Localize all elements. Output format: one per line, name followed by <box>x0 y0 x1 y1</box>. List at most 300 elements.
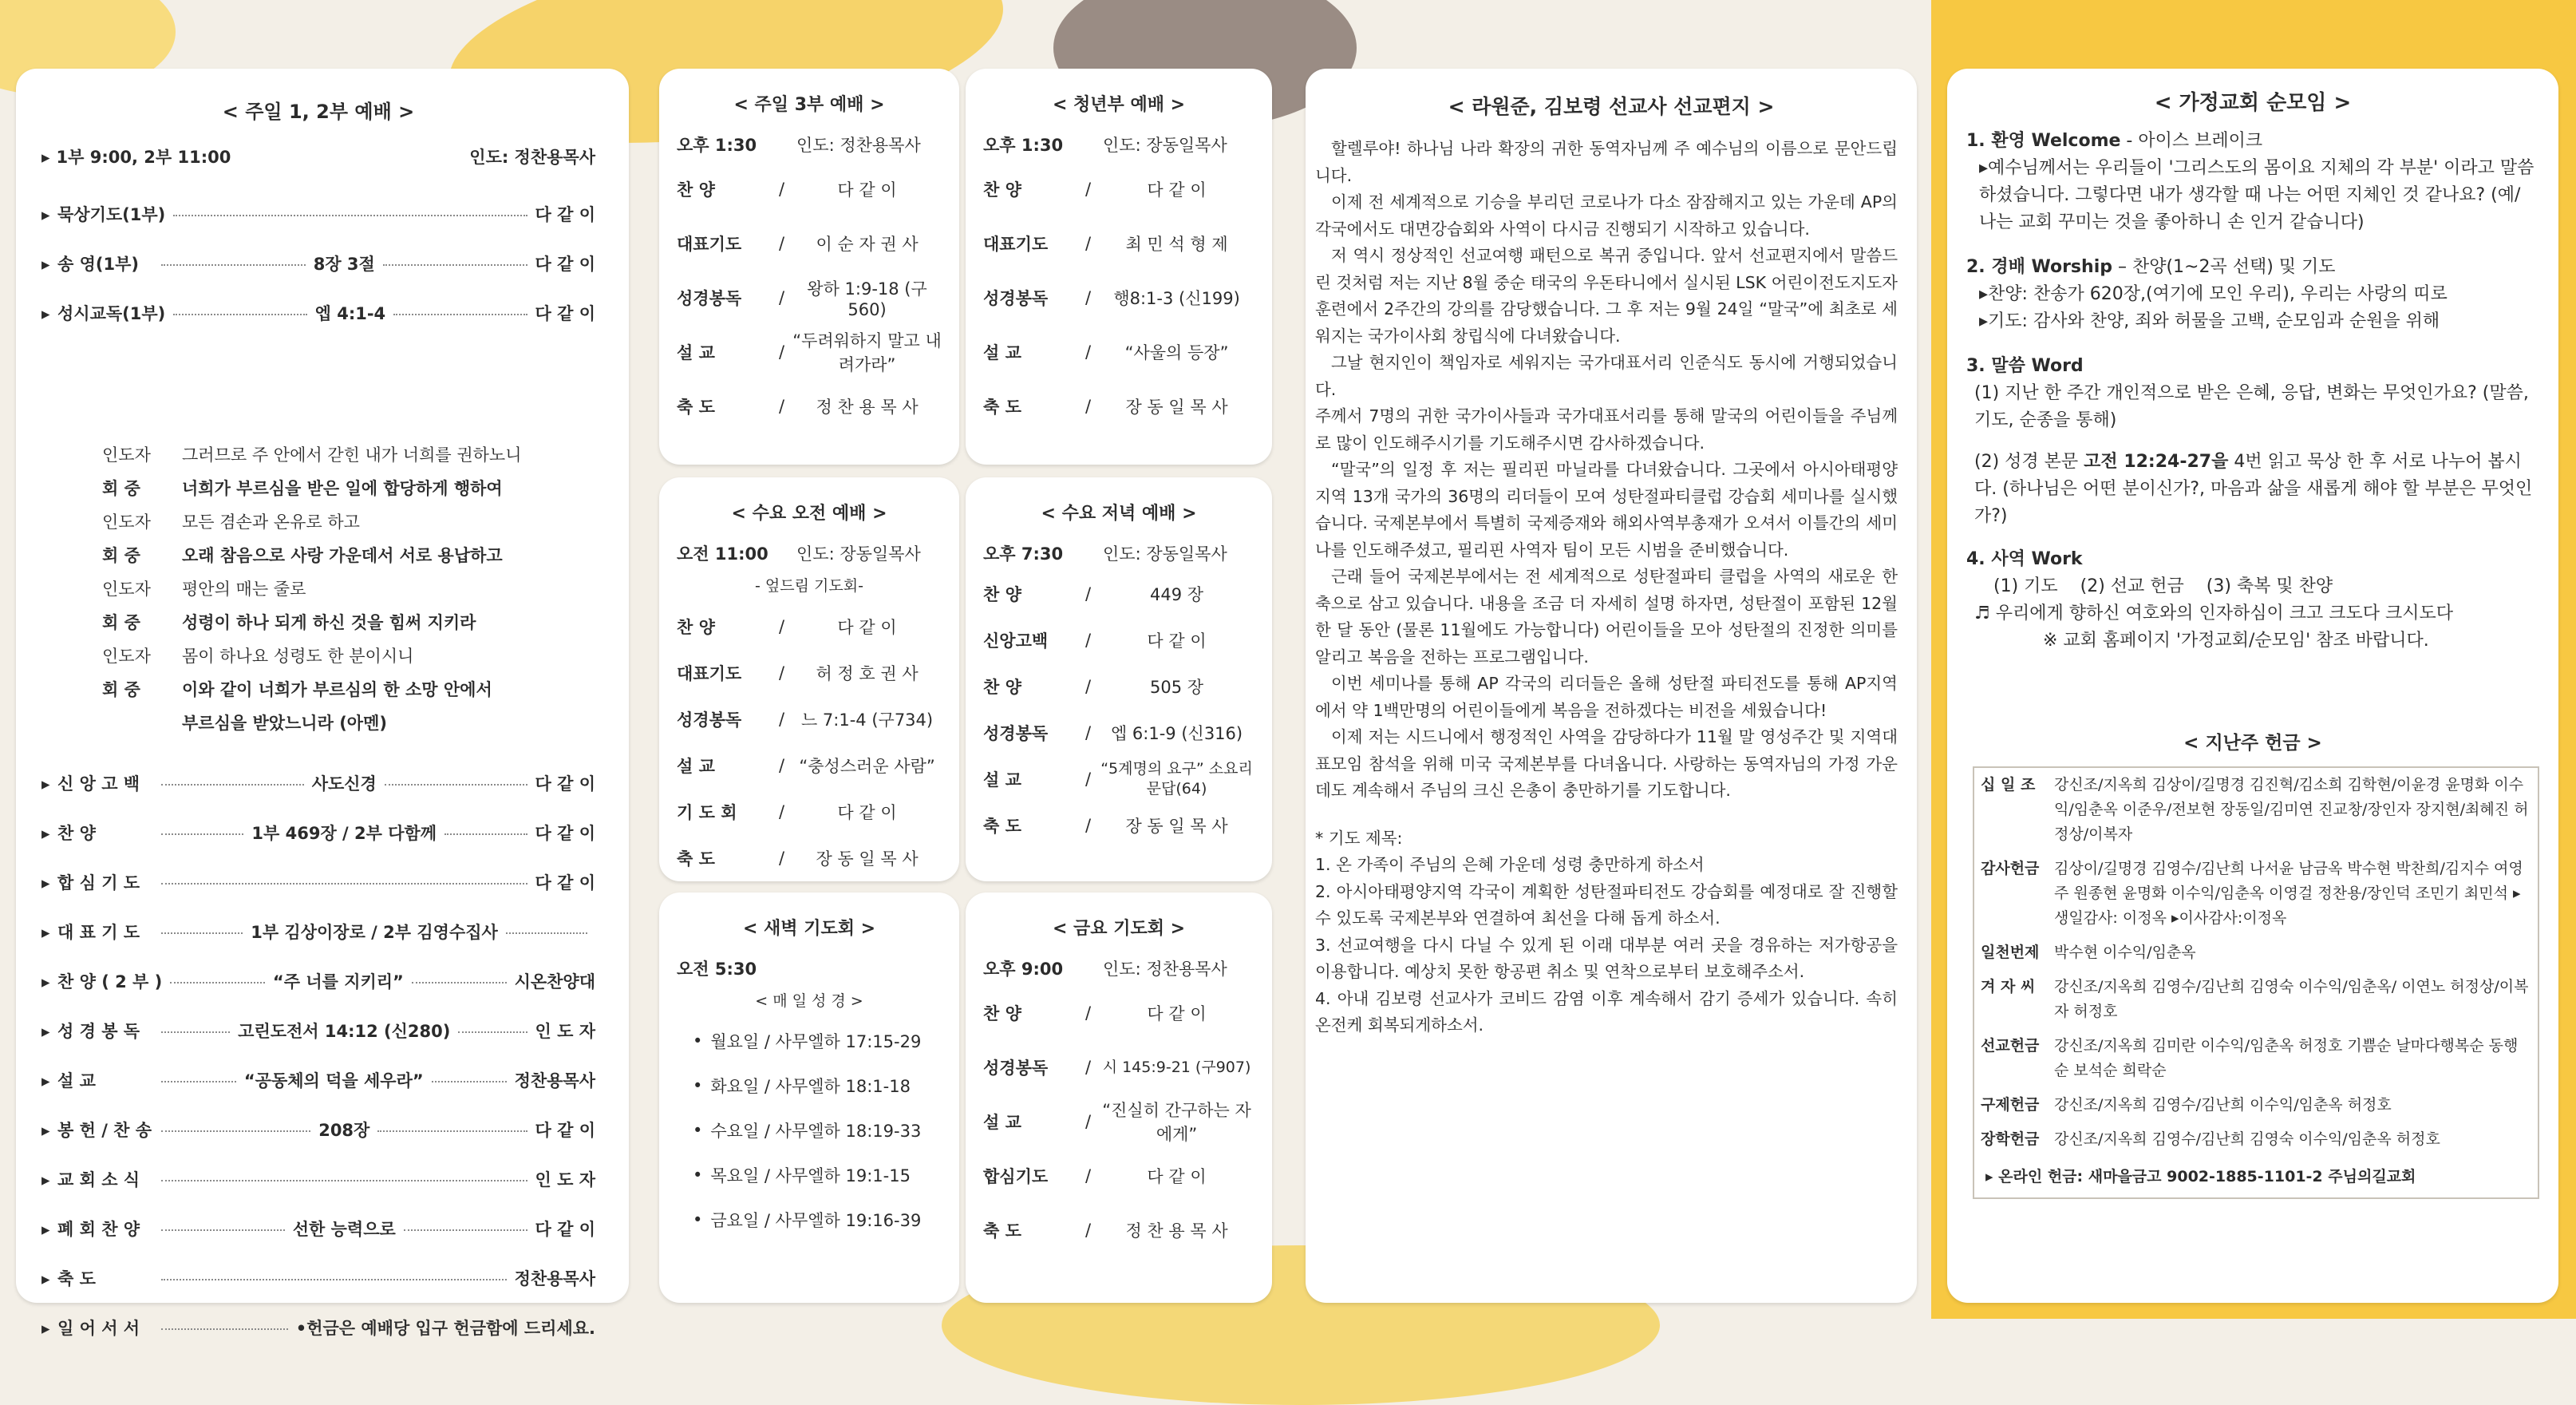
service-row <box>677 162 942 216</box>
reading-role <box>102 710 182 744</box>
section-sub: - 아이스 브레이크 <box>2120 131 2263 151</box>
offering-row <box>1974 1029 2538 1088</box>
section-heading: 1. 환영 Welcome <box>1966 131 2121 151</box>
order-person: 정찬용목사 <box>514 1071 595 1090</box>
row-value: 느 7:1-4 (구734) <box>800 710 934 730</box>
row-label: 축 도 <box>983 817 1021 836</box>
order-person: 다 같 이 <box>535 1220 596 1239</box>
row-label: 찬 양 <box>983 678 1021 697</box>
separator: / <box>1085 816 1092 835</box>
row-label: 찬 양 <box>983 180 1021 200</box>
bullet: ▸ <box>41 1220 50 1239</box>
order-item: 선한 능력으로 <box>292 1220 396 1239</box>
order-item: “주 너를 지키리” <box>272 972 404 991</box>
section-text <box>1966 449 2542 530</box>
offering-names: 강신조/지옥희 김영수/김난희 김영숙 이수익/임춘옥 허정호 <box>2054 1130 2440 1148</box>
offering-type: 선교헌금 <box>1981 1037 2040 1055</box>
section-text: ▸찬양: 찬송가 620장,(여기에 모인 우리), 우리는 사랑의 띠로 <box>1979 284 2448 304</box>
reading-item <box>677 1153 942 1197</box>
order-label: 성시교독(1부) <box>57 304 166 323</box>
letter-paragraph: 주께서 7명의 귀한 국가이사들과 국가대표서리를 통해 말국의 어린이들을 주님께로 많이 인도해주시기를 기도해주시면 감사하겠습니다. <box>1315 406 1898 453</box>
service-row <box>983 1203 1254 1257</box>
order-row <box>41 202 595 251</box>
row-value: 다 같 이 <box>837 803 897 822</box>
separator: / <box>1085 770 1092 789</box>
reading-role: 회 중 <box>102 546 140 565</box>
order-item: 208장 <box>318 1121 370 1140</box>
service-row <box>677 325 942 379</box>
row-value: 행8:1-3 (신199) <box>1113 289 1240 308</box>
offering-type: 장학헌금 <box>1981 1130 2040 1148</box>
section-heading: 4. 사역 Work <box>1966 549 2083 569</box>
order-person: 인 도 자 <box>535 1022 596 1041</box>
time: 오후 7:30 <box>983 544 1064 564</box>
order-item: 사도신경 <box>311 774 377 794</box>
order-person: 다 같 이 <box>535 1121 596 1140</box>
reading-line <box>102 643 613 677</box>
row-label: 합심기도 <box>983 1167 1049 1186</box>
service-row <box>677 216 942 271</box>
order-row <box>41 771 595 821</box>
separator: / <box>779 710 785 729</box>
card-title: < 수요 저녁 예배 > <box>1041 504 1197 524</box>
note: - 엎드림 기도회- <box>755 577 863 595</box>
reading-text: 몸이 하나요 성령도 한 분이시니 <box>182 647 414 666</box>
row-label: 축 도 <box>677 398 715 417</box>
dot-leader <box>161 1279 507 1280</box>
reading-line <box>102 442 613 476</box>
time: 오전 11:00 <box>677 544 768 564</box>
house-church-body <box>1966 128 2542 655</box>
row-label: 신앙고백 <box>983 631 1049 651</box>
order-label: 찬 양 ( 2 부 ) <box>57 972 163 991</box>
separator: / <box>1085 677 1092 696</box>
service-row <box>677 789 942 835</box>
section-sub: – 찬양(1~2곡 선택) 및 기도 <box>2112 257 2336 277</box>
row-value: “진실히 간구하는 자에게” <box>1102 1101 1251 1144</box>
reading-text: 성령이 하나 되게 하신 것을 힘써 지키라 <box>182 613 476 632</box>
offering-title: < 지난주 헌금 > <box>2183 733 2322 754</box>
separator: / <box>779 234 785 253</box>
row-label: 성경봉독 <box>983 724 1049 743</box>
row-label: 축 도 <box>983 1221 1021 1241</box>
service-row <box>677 604 942 650</box>
order-row <box>41 821 595 870</box>
time: 오전 5:30 <box>677 960 757 979</box>
reading-role: 인도자 <box>102 580 151 599</box>
service-row <box>983 325 1254 379</box>
offering-row <box>1974 852 2538 936</box>
order-item: “공동체의 덕을 세우라” <box>243 1071 424 1090</box>
dot-leader <box>161 1031 230 1033</box>
separator: / <box>779 397 785 416</box>
reading-line <box>102 476 613 509</box>
letter-body <box>1315 136 1898 1039</box>
separator: / <box>1085 1112 1092 1131</box>
service-row <box>983 1149 1254 1203</box>
separator: / <box>1085 234 1092 253</box>
reading-text: 부르심을 받았느니라 (아멘) <box>182 714 387 733</box>
order-row <box>41 1118 595 1167</box>
time-row <box>677 127 942 162</box>
row-value: 이 순 자 권 사 <box>816 235 919 254</box>
bullet: ▸ <box>41 873 50 892</box>
time: 오후 9:00 <box>983 960 1064 979</box>
reading-text: 수요일 / 사무엘하 18:19-33 <box>710 1122 922 1141</box>
dawn-prayer-card <box>659 892 959 1303</box>
time-row <box>677 536 942 571</box>
service-row <box>983 617 1254 663</box>
row-value: 정 찬 용 목 사 <box>816 398 919 417</box>
reading-text: 이와 같이 너희가 부르심의 한 소망 안에서 <box>182 680 492 699</box>
offering-row <box>1974 1088 2538 1122</box>
order-label: 설 교 <box>57 1071 96 1090</box>
bullet: ▸ <box>41 1121 50 1140</box>
card-title: < 주일 1, 2부 예배 > <box>222 101 415 123</box>
row-label: 성경봉독 <box>677 710 742 730</box>
service-row <box>983 1040 1254 1094</box>
order-row <box>41 1266 595 1316</box>
dot-leader <box>404 1229 527 1231</box>
scripture-ref: 고전 12:24-27을 <box>2084 452 2229 472</box>
dot-leader <box>161 1180 527 1181</box>
row-value: 엡 6:1-9 (신316) <box>1110 724 1243 743</box>
dot-leader <box>161 1328 288 1330</box>
offering-type: 일천번제 <box>1981 944 2040 961</box>
separator: / <box>1085 397 1092 416</box>
order-person: 인 도 자 <box>535 1170 595 1189</box>
section-text: (1) 기도 (2) 선교 헌금 (3) 축복 및 찬양 <box>1993 576 2333 596</box>
order-row <box>41 251 595 301</box>
order-row <box>41 870 595 920</box>
letter-paragraph: 이제 저는 시드니에서 행정적인 사역을 감당하다가 11월 말 영성주간 및 지역대표모임 참석을 위해 미국 국제본부를 다녀옵니다. 사랑하는 동역자님의 가정 가운데도 계속해서 주님의 크신 은총이 충만하기를 기도합니다. <box>1315 727 1898 800</box>
order-item: 엡 4:1-4 <box>314 304 386 323</box>
row-label: 찬 양 <box>983 585 1021 604</box>
wed-evening-service-card <box>966 477 1272 881</box>
row-label: 성경봉독 <box>677 289 742 308</box>
leader: 인도: 장동일목사 <box>1103 544 1227 564</box>
service-row <box>983 802 1254 849</box>
order-row <box>41 1316 595 1365</box>
bullet: • <box>693 1210 703 1229</box>
order-person: 시온찬양대 <box>514 972 595 991</box>
order-person: 다 같 이 <box>535 774 596 794</box>
separator: / <box>1085 1166 1092 1185</box>
reading-text: 그러므로 주 안에서 갇힌 내가 너희를 권하노니 <box>182 445 522 465</box>
reading-line <box>102 677 613 710</box>
leader: 인도: 장동일목사 <box>1103 136 1227 155</box>
offering-type: 겨 자 씨 <box>1981 978 2036 995</box>
order-person: 다 같 이 <box>535 304 595 323</box>
youth-service-card <box>966 69 1272 465</box>
order-row <box>41 1167 595 1217</box>
row-label: 성경봉독 <box>983 1059 1049 1078</box>
row-label: 찬 양 <box>677 618 715 637</box>
sunday-3rd-service-card <box>659 69 959 465</box>
reading-role: 인도자 <box>102 647 151 666</box>
dot-leader <box>161 1130 310 1132</box>
order-person: 다 같 이 <box>535 873 595 892</box>
dot-leader <box>173 215 527 216</box>
dot-leader <box>161 932 243 934</box>
order-row <box>41 1068 595 1118</box>
reading-text: 너희가 부르심을 받은 일에 합당하게 행하여 <box>182 479 503 498</box>
row-value: 왕하 1:9-18 (구560) <box>807 279 927 319</box>
row-label: 설 교 <box>677 343 715 362</box>
row-value: 시 145:9-21 (구907) <box>1102 1058 1251 1076</box>
service-row <box>677 271 942 325</box>
row-value: 다 같 이 <box>1147 180 1207 200</box>
dot-leader <box>161 883 527 885</box>
row-label: 대표기도 <box>677 235 742 254</box>
order-row <box>41 1019 595 1068</box>
row-value: 최 민 석 형 제 <box>1125 235 1228 254</box>
row-label: 설 교 <box>983 1113 1021 1132</box>
sunday-service-card <box>16 69 629 1338</box>
offering-names: 강신조/지옥희 김미란 이수익/임춘옥 허정호 기쁨순 날마다행복순 동행순 보석순 희락순 <box>2054 1037 2519 1079</box>
reading-item <box>677 1019 942 1063</box>
separator: / <box>1085 288 1092 307</box>
prayer-title: * 기도 제목: <box>1315 828 1403 848</box>
separator: / <box>779 617 785 636</box>
leader: 인도: 장동일목사 <box>796 544 921 564</box>
service-row <box>983 756 1254 802</box>
separator: / <box>779 342 785 362</box>
section-text: ♬ 우리에게 향하신 여호와의 인자하심이 크고 크도다 크시도다 <box>1974 604 2453 623</box>
row-value: 장 동 일 목 사 <box>1125 817 1228 836</box>
service-row <box>677 835 942 881</box>
service-row <box>983 162 1254 216</box>
offering-names: 김상이/길명경 김영수/김난희 나서윤 남금옥 박수현 박찬희/김지수 여영주 원종현 윤명화 이수익/임춘옥 이영걸 정찬용/장인덕 조민기 최민석 ▸생일감사: 이정옥 ▸이사감사:이정옥 <box>2054 860 2523 927</box>
offering-names: 강신조/지옥희 김영수/김난희 김영숙 이수익/임춘옥/ 이연노 허정상/이복자 허정호 <box>2054 978 2529 1020</box>
order-person: 정찬용목사 <box>514 1269 595 1288</box>
prayer-item: 1. 온 가족이 주님의 은혜 가운데 성령 충만하게 하소서 <box>1315 855 1705 874</box>
order-person: 다 같 이 <box>535 205 595 224</box>
online-offering: ▸ 온라인 헌금: 새마을금고 9002-1885-1101-2 주님의길교회 <box>1985 1168 2416 1185</box>
dot-leader <box>383 264 527 266</box>
order-item: 1부 469장 / 2부 다함께 <box>251 824 437 843</box>
row-value: 다 같 이 <box>837 618 897 637</box>
separator: / <box>1085 1058 1092 1077</box>
order-row <box>41 969 595 1019</box>
bullet: ▸ <box>41 774 50 794</box>
reading-role: 인도자 <box>102 513 151 532</box>
order-person: 다 같 이 <box>535 255 595 274</box>
service-row <box>983 986 1254 1040</box>
bullet: ▸ <box>41 923 50 942</box>
order-item: 고린도전서 14:12 (신280) <box>238 1022 451 1041</box>
row-value: “충성스러운 사람” <box>799 757 935 776</box>
letter-paragraph: 저 역시 정상적인 선교여행 패턴으로 복귀 중입니다. 앞서 선교편지에서 말씀드린 것처럼 저는 지난 8월 중순 태국의 우돈타니에서 실시된 LSK 어린이전도지도자훈련에서 2주간의 강의를 감당했습니다. 그 후 저는 9월 24일 “말국”에 최초로 세워지는 국가이사회 창립식에 다녀왔습니다. <box>1315 246 1898 346</box>
letter-paragraph: 이번 세미나를 통해 AP 각국의 리더들은 올해 성탄절 파티전도를 통해 AP지역에서 약 1백만명의 어린이들에게 복음을 전하겠다는 비전을 세웠습니다! <box>1315 674 1898 720</box>
dot-leader <box>161 784 304 786</box>
reading-role: 인도자 <box>102 445 151 465</box>
responsive-reading <box>102 442 613 744</box>
bullet: ▸ <box>41 824 50 843</box>
offering-names: 박수현 이수익/임춘옥 <box>2054 944 2196 961</box>
reading-item <box>677 1063 942 1108</box>
reading-text: 금요일 / 사무엘하 19:16-39 <box>710 1211 922 1230</box>
bullet: ▸ <box>41 1269 50 1288</box>
reading-text: 목요일 / 사무엘하 19:1-15 <box>710 1166 911 1185</box>
row-label: 설 교 <box>983 770 1021 790</box>
wed-morning-service-card <box>659 477 959 881</box>
dot-leader <box>377 1130 527 1132</box>
offering-type: 감사헌금 <box>1981 860 2040 877</box>
service-row <box>983 710 1254 756</box>
row-label: 기 도 회 <box>677 803 737 822</box>
dot-leader <box>412 982 507 984</box>
letter-paragraph: 할렐루야! 하나님 나라 확장의 귀한 동역자님께 주 예수님의 이름으로 문안드립니다. <box>1315 139 1898 185</box>
letter-paragraph: 근래 들어 국제본부에서는 전 세계적으로 성탄절파티 클럽을 사역의 새로운 한 축으로 삼고 있습니다. 내용을 조금 더 자세히 설명 하자면, 성탄절이 포함된 12월 한 달 동안 (물론 11월에도 가능합니다) 어린이들을 모아 성탄절의 진정한 의미를 알리고 복음을 전하는 프로그램입니다. <box>1315 567 1898 667</box>
section-heading: 3. 말씀 Word <box>1966 356 2084 376</box>
time-row <box>983 951 1254 986</box>
dot-leader <box>161 1229 285 1231</box>
separator: / <box>1085 584 1092 604</box>
section-text: ※ 교회 홈페이지 '가정교회/순모임' 참조 바랍니다. <box>2043 631 2429 651</box>
reading-line <box>102 610 613 643</box>
note: < 매 일 성 경 > <box>755 992 863 1010</box>
offering-names: 강신조/지옥희 김상이/길명경 김진혁/김소희 김학현/이윤경 윤명화 이수익/임춘옥 이준우/전보현 장동일/김미연 진교창/장인자 장지현/최혜진 허정상/이복자 <box>2054 776 2529 843</box>
order-label: 일 어 서 서 <box>57 1319 140 1338</box>
row-value: “5계명의 요구” 소요리문답(64) <box>1100 760 1253 797</box>
card-title: < 가정교회 순모임 > <box>2154 91 2352 115</box>
order-label: 대 표 기 도 <box>57 923 140 942</box>
row-value: “두려워하지 말고 내려가라” <box>792 331 942 374</box>
order-label: 묵상기도(1부) <box>57 205 166 224</box>
service-time: 1부 9:00, 2부 11:00 <box>56 148 231 167</box>
service-row <box>677 742 942 789</box>
row-value: 정 찬 용 목 사 <box>1125 1221 1228 1241</box>
reading-line <box>102 576 613 610</box>
row-label: 성경봉독 <box>983 289 1049 308</box>
order-label: 성 경 봉 독 <box>57 1022 140 1041</box>
reading-text: 화요일 / 사무엘하 18:1-18 <box>710 1077 911 1096</box>
bullet: • <box>693 1166 703 1185</box>
offering-row <box>1974 1122 2538 1157</box>
order-label: 합 심 기 도 <box>57 873 140 892</box>
prayer-item: 4. 아내 김보령 선교사가 코비드 감염 이후 계속해서 감기 증세가 있습니다. 속히 온전케 회복되게하소서. <box>1315 988 1898 1035</box>
separator: / <box>779 180 785 199</box>
row-label: 축 도 <box>677 849 715 869</box>
service-row <box>983 663 1254 710</box>
section-text: ▸예수님께서는 우리들이 '그리스도의 몸이요 지체의 각 부분' 이라고 말씀하셨습니다. 그렇다면 내가 생각할 때 나는 어떤 지체인 것 같나요? (예/ 나는 교회 꾸미는 것을 좋아하니 손 인거 같습니다) <box>1979 158 2535 232</box>
offering-row <box>1974 970 2538 1029</box>
separator: / <box>779 802 785 821</box>
reading-text: 평안의 매는 줄로 <box>182 580 306 599</box>
order-label: 교 회 소 식 <box>57 1170 140 1189</box>
row-label: 설 교 <box>677 757 715 776</box>
dot-leader <box>385 784 527 786</box>
offering-row <box>1974 768 2538 852</box>
reading-line <box>102 710 613 744</box>
card-title: < 청년부 예배 > <box>1052 95 1186 115</box>
order-person: •헌금은 예배당 입구 헌금함에 드리세요. <box>295 1319 595 1338</box>
prayer-item: 2. 아시아태평양지역 각국이 계획한 성탄절파티전도 강습회를 예정대로 잘 진행할 수 있도록 국제본부와 연결하여 최선을 다해 돕게 하소서. <box>1315 881 1898 928</box>
separator: / <box>779 288 785 307</box>
separator: / <box>779 849 785 868</box>
service-row <box>677 379 942 433</box>
order-row <box>41 920 595 969</box>
order-label: 폐 회 찬 양 <box>57 1220 140 1239</box>
dot-leader <box>458 1031 527 1033</box>
text-part: 4번 읽고 묵상 한 후 서로 나누어 봅시다. (하나님은 어떤 분이신가?, 마음과 삶을 새롭게 해야 할 부분은 무엇인가?) <box>1974 452 2533 526</box>
dot-leader <box>432 1081 507 1082</box>
row-label: 찬 양 <box>677 180 715 200</box>
order-row <box>41 301 595 350</box>
letter-paragraph: 그날 현지인이 책임자로 세워지는 국가대표서리 인준식도 동시에 거행되었습니다. <box>1315 353 1898 399</box>
bullet: ▸ <box>41 972 50 991</box>
order-person: 다 같 이 <box>535 824 595 843</box>
separator: / <box>1085 1003 1092 1023</box>
service-row <box>677 696 942 742</box>
offering-type: 십 일 조 <box>1981 776 2036 794</box>
row-label: 축 도 <box>983 398 1021 417</box>
section-text: (1) 지난 한 주간 개인적으로 받은 은혜, 응답, 변화는 무엇인가요? (말씀, 기도, 순종을 통해) <box>1974 383 2529 430</box>
leader: 인도: 정찬용목사 <box>796 136 921 155</box>
row-value: 장 동 일 목 사 <box>816 849 919 869</box>
offering-table <box>1973 766 2539 1199</box>
bullet: ▸ <box>41 1170 50 1189</box>
separator: / <box>1085 723 1092 742</box>
reading-item <box>677 1197 942 1242</box>
bullet: • <box>693 1076 703 1095</box>
time: 오후 1:30 <box>677 136 757 155</box>
row-value: 다 같 이 <box>1147 631 1207 651</box>
separator: / <box>1085 1221 1092 1240</box>
service-row <box>677 650 942 696</box>
bullet: ▸ <box>41 148 50 167</box>
dot-leader <box>173 314 306 315</box>
separator: / <box>1085 180 1092 199</box>
reading-role: 회 중 <box>102 613 140 632</box>
row-value: 장 동 일 목 사 <box>1125 398 1228 417</box>
row-label: 설 교 <box>983 343 1021 362</box>
leader: 인도: 정찬용목사 <box>469 148 595 167</box>
row-label: 찬 양 <box>983 1004 1021 1023</box>
row-value: 다 같 이 <box>1147 1004 1207 1023</box>
order-label: 신 앙 고 백 <box>57 774 140 794</box>
dot-leader <box>170 982 265 984</box>
order-item: 8장 3절 <box>313 255 375 274</box>
row-label: 대표기도 <box>677 664 742 683</box>
leader: 인도: 정찬용목사 <box>1103 960 1227 979</box>
time-row <box>983 536 1254 571</box>
order-item: 1부 김상이장로 / 2부 김영수집사 <box>251 923 498 942</box>
service-row <box>983 271 1254 325</box>
service-row <box>983 216 1254 271</box>
letter-paragraph: “말국”의 일정 후 저는 필리핀 마닐라를 다녀왔습니다. 그곳에서 아시아태평양지역 13개 국가의 36명의 리더들이 모여 성탄절파티클럽 강습회 세미나를 실시했습니다. 국제본부에서 특별히 국제증재와 해외사역부총재가 오셔서 이틀간의 세미나를 인도해주셨고, 필리핀 사역자 팀이 모든 시범을 준비했습니다. <box>1315 460 1898 560</box>
row-value: 허 정 호 권 사 <box>816 664 919 683</box>
row-label: 대표기도 <box>983 235 1049 254</box>
section-text: ▸기도: 감사와 찬양, 죄와 허물을 고백, 순모임과 순원을 위해 <box>1979 311 2440 331</box>
reading-text: 모든 겸손과 온유로 하고 <box>182 513 360 532</box>
section-heading: 2. 경배 Worship <box>1966 257 2112 277</box>
reading-role: 회 중 <box>102 479 140 498</box>
reading-role: 회 중 <box>102 680 140 699</box>
bullet: ▸ <box>41 1071 50 1090</box>
letter-paragraph: 이제 전 세계적으로 기승을 부리던 코로나가 다소 잠잠해지고 있는 가운데 AP의 각국에서도 대면강습회와 사역이 다시금 진행되기 시작하고 있습니다. <box>1315 192 1898 239</box>
service-row <box>983 379 1254 433</box>
reading-line <box>102 509 613 543</box>
order-label: 축 도 <box>57 1269 96 1288</box>
offering-names: 강신조/지옥희 김영수/김난희 이수익/임춘옥 허정호 <box>2054 1096 2392 1114</box>
bullet: • <box>693 1031 703 1051</box>
row-value: 다 같 이 <box>837 180 897 200</box>
reading-line <box>102 543 613 576</box>
order-label: 찬 양 <box>57 824 96 843</box>
friday-prayer-card <box>966 892 1272 1303</box>
